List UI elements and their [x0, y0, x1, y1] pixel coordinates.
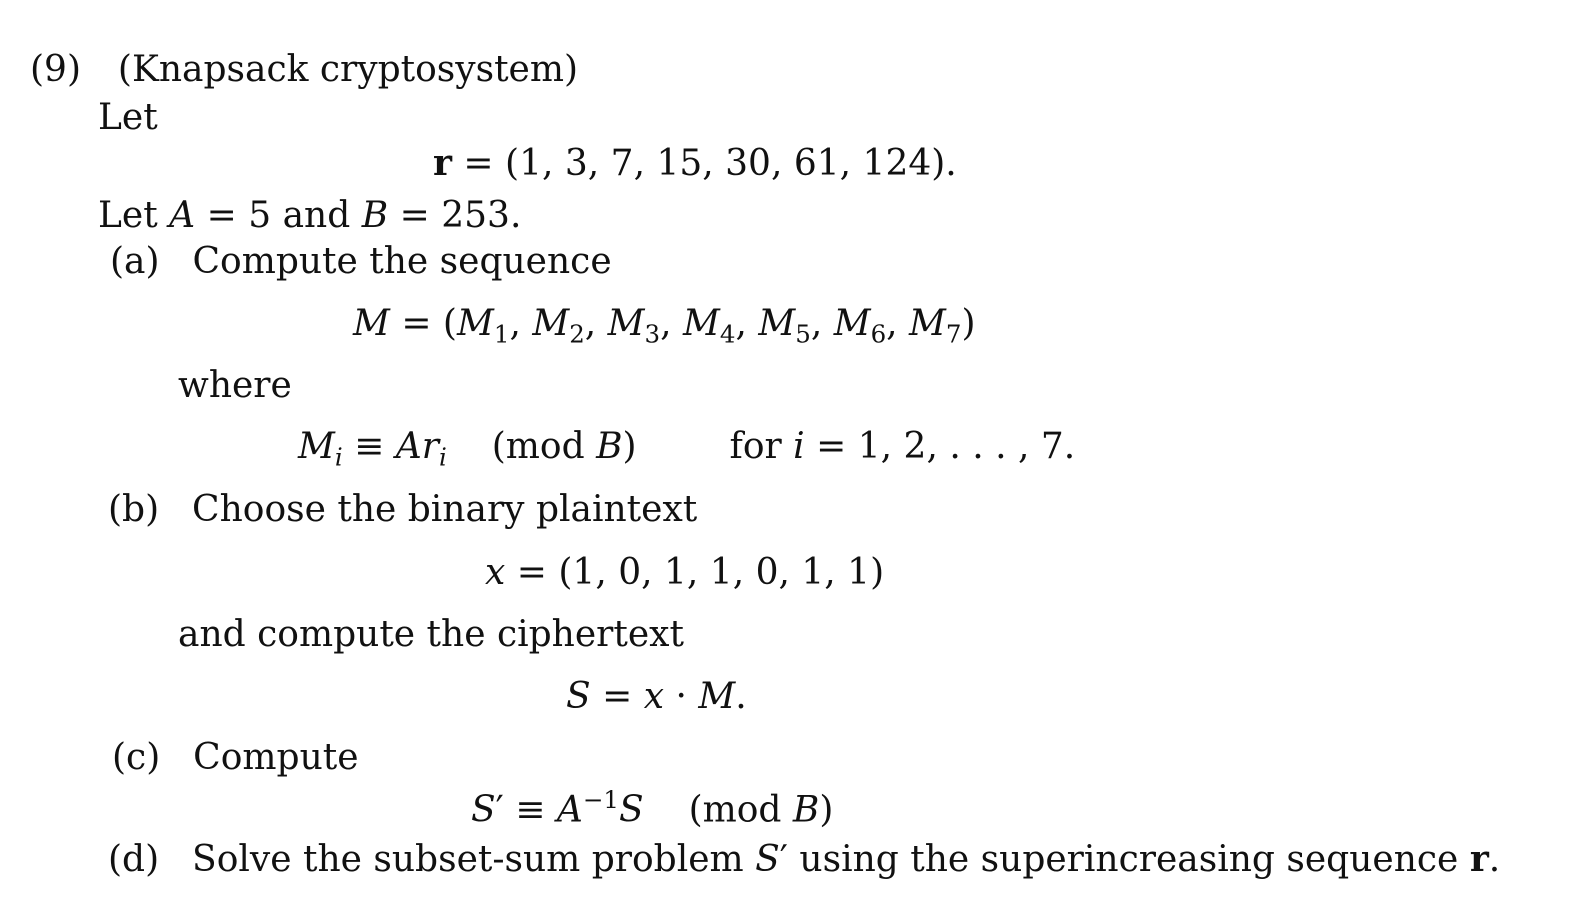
where-text: where	[178, 365, 292, 406]
r-symbol: r	[433, 142, 452, 184]
problem-title: (Knapsack cryptosystem)	[117, 49, 579, 90]
x-vector-value: (1, 0, 1, 1, 0, 1, 1)	[558, 552, 885, 593]
part-b-text2: and compute the ciphertext	[178, 614, 684, 655]
ab-definition: Let A = 5 and B = 253.	[98, 195, 522, 236]
mod-word-c: (mod	[688, 789, 782, 831]
part-d-heading: (d) Solve the subset-sum problem S′ using the superincreasing sequence r.	[108, 838, 1501, 880]
part-b-heading	[108, 489, 698, 530]
a-value: 5	[248, 195, 272, 236]
s-equation: S = x · M.	[566, 676, 747, 717]
problem-number: (9)	[30, 49, 81, 90]
part-c-text: Compute	[193, 737, 359, 778]
part-a-label: (a)	[110, 241, 160, 282]
r-bold-symbol: r	[1469, 838, 1489, 880]
x-equation: x = (1, 0, 1, 1, 0, 1, 1)	[485, 552, 885, 593]
let-text: Let	[98, 97, 158, 138]
part-b-text: Choose the binary plaintext	[192, 489, 698, 530]
part-a-heading	[110, 241, 612, 282]
r-vector-value: (1, 3, 7, 15, 30, 61, 124).	[505, 143, 957, 184]
for-word: for	[729, 426, 782, 467]
r-equation: r = (1, 3, 7, 15, 30, 61, 124).	[433, 142, 957, 184]
part-b-label: (b)	[108, 489, 160, 530]
part-d-text: Solve the subset-sum problem	[192, 839, 744, 880]
part-d-label: (d)	[108, 839, 160, 880]
part-c-label: (c)	[112, 737, 161, 778]
m-sequence-equation: $M = (M_1$, $M_2$, $M_3$, $M_4$, $M_5$, $M_6$, $M_7$)	[353, 303, 976, 349]
b-value: 253.	[441, 195, 522, 236]
mi-congruence: $M_i \equiv Ar_i$ (mod B) for i = 1, 2, . . . , 7.	[298, 426, 1076, 472]
part-a-text: Compute the sequence	[192, 241, 612, 282]
part-d-end: .	[1488, 839, 1501, 880]
problem-heading	[30, 49, 579, 90]
and-word: and	[282, 195, 351, 236]
s-prime-congruence: $S' \equiv A^{-1}S$ (mod B)	[471, 785, 834, 831]
mod-word-a: (mod	[491, 426, 585, 467]
part-c-heading	[112, 737, 359, 778]
part-d-text2: using the superincreasing sequence	[799, 839, 1459, 880]
index-range: = 1, 2, . . . , 7.	[816, 426, 1076, 467]
let-prefix: Let	[98, 195, 158, 236]
